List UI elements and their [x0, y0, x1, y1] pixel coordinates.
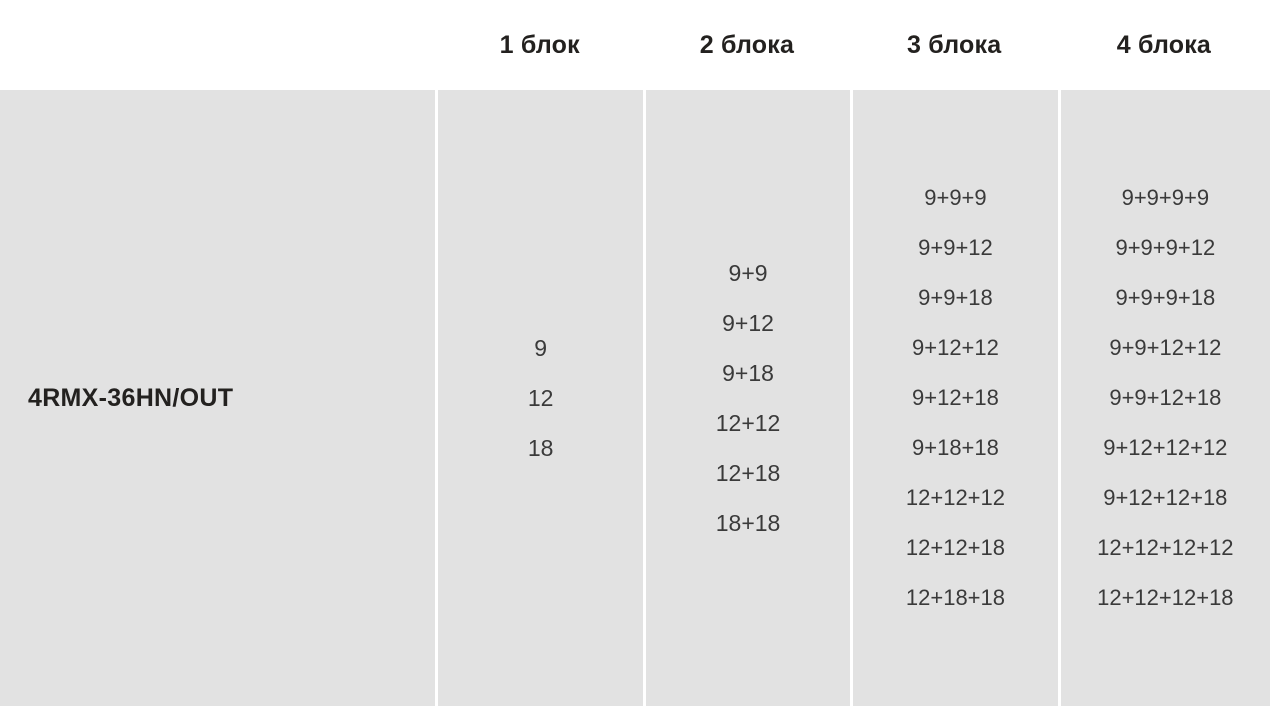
header-cell-3-blocks: 3 блока [906, 30, 1002, 59]
header-cell-2-blocks: 2 блока [699, 30, 795, 59]
model-name: 4RMX-36HN/OUT [28, 383, 234, 412]
combo-item: 9+18+18 [912, 435, 999, 460]
combo-list-4-blocks [1097, 173, 1233, 623]
combo-item: 18+18 [715, 510, 781, 536]
combo-item: 9+18 [722, 360, 774, 386]
table-header-row [0, 0, 1270, 90]
combo-list-1-block [528, 323, 554, 473]
combo-item: 18 [527, 435, 554, 461]
combo-item: 12+12+12+12 [1097, 535, 1234, 560]
combo-item: 9+9+12+18 [1109, 385, 1222, 410]
combo-item: 9+12+12+18 [1103, 485, 1228, 510]
combo-item: 9+12+12 [912, 335, 999, 360]
combo-item: 9+9+12+12 [1109, 335, 1222, 360]
header-cell-1-block: 1 блок [499, 30, 580, 59]
combo-item: 9+9+9 [924, 185, 987, 210]
combo-item: 9+12 [722, 310, 774, 336]
combo-item: 12+12+18 [905, 535, 1005, 560]
combo-item: 12+12+12 [905, 485, 1005, 510]
cell-2-blocks [643, 90, 850, 706]
combo-item: 12+18 [715, 460, 781, 486]
combo-item: 12+18+18 [905, 585, 1005, 610]
combo-item: 9+9 [728, 260, 768, 286]
header-cell-model [0, 0, 436, 90]
header-cell-4-blocks: 4 блока [1116, 30, 1212, 59]
cell-4-blocks [1058, 90, 1270, 706]
combo-item: 9+12+12+12 [1103, 435, 1228, 460]
combo-item: 9+9+12 [918, 235, 993, 260]
combo-item: 9+9+9+18 [1115, 285, 1216, 310]
combo-item: 9+9+9+9 [1121, 185, 1210, 210]
combo-item: 12 [527, 385, 554, 411]
cell-3-blocks [850, 90, 1057, 706]
table-row [0, 90, 1270, 706]
combo-item: 9+9+9+12 [1115, 235, 1216, 260]
combo-item: 12+12+12+18 [1097, 585, 1234, 610]
combo-item: 9 [534, 335, 548, 361]
cell-model [0, 90, 435, 706]
combo-item: 12+12 [715, 410, 781, 436]
combo-item: 9+9+18 [918, 285, 993, 310]
combo-list-2-blocks [716, 248, 781, 548]
cell-1-block [435, 90, 642, 706]
combo-list-3-blocks [906, 173, 1005, 623]
combo-item: 9+12+18 [912, 385, 999, 410]
